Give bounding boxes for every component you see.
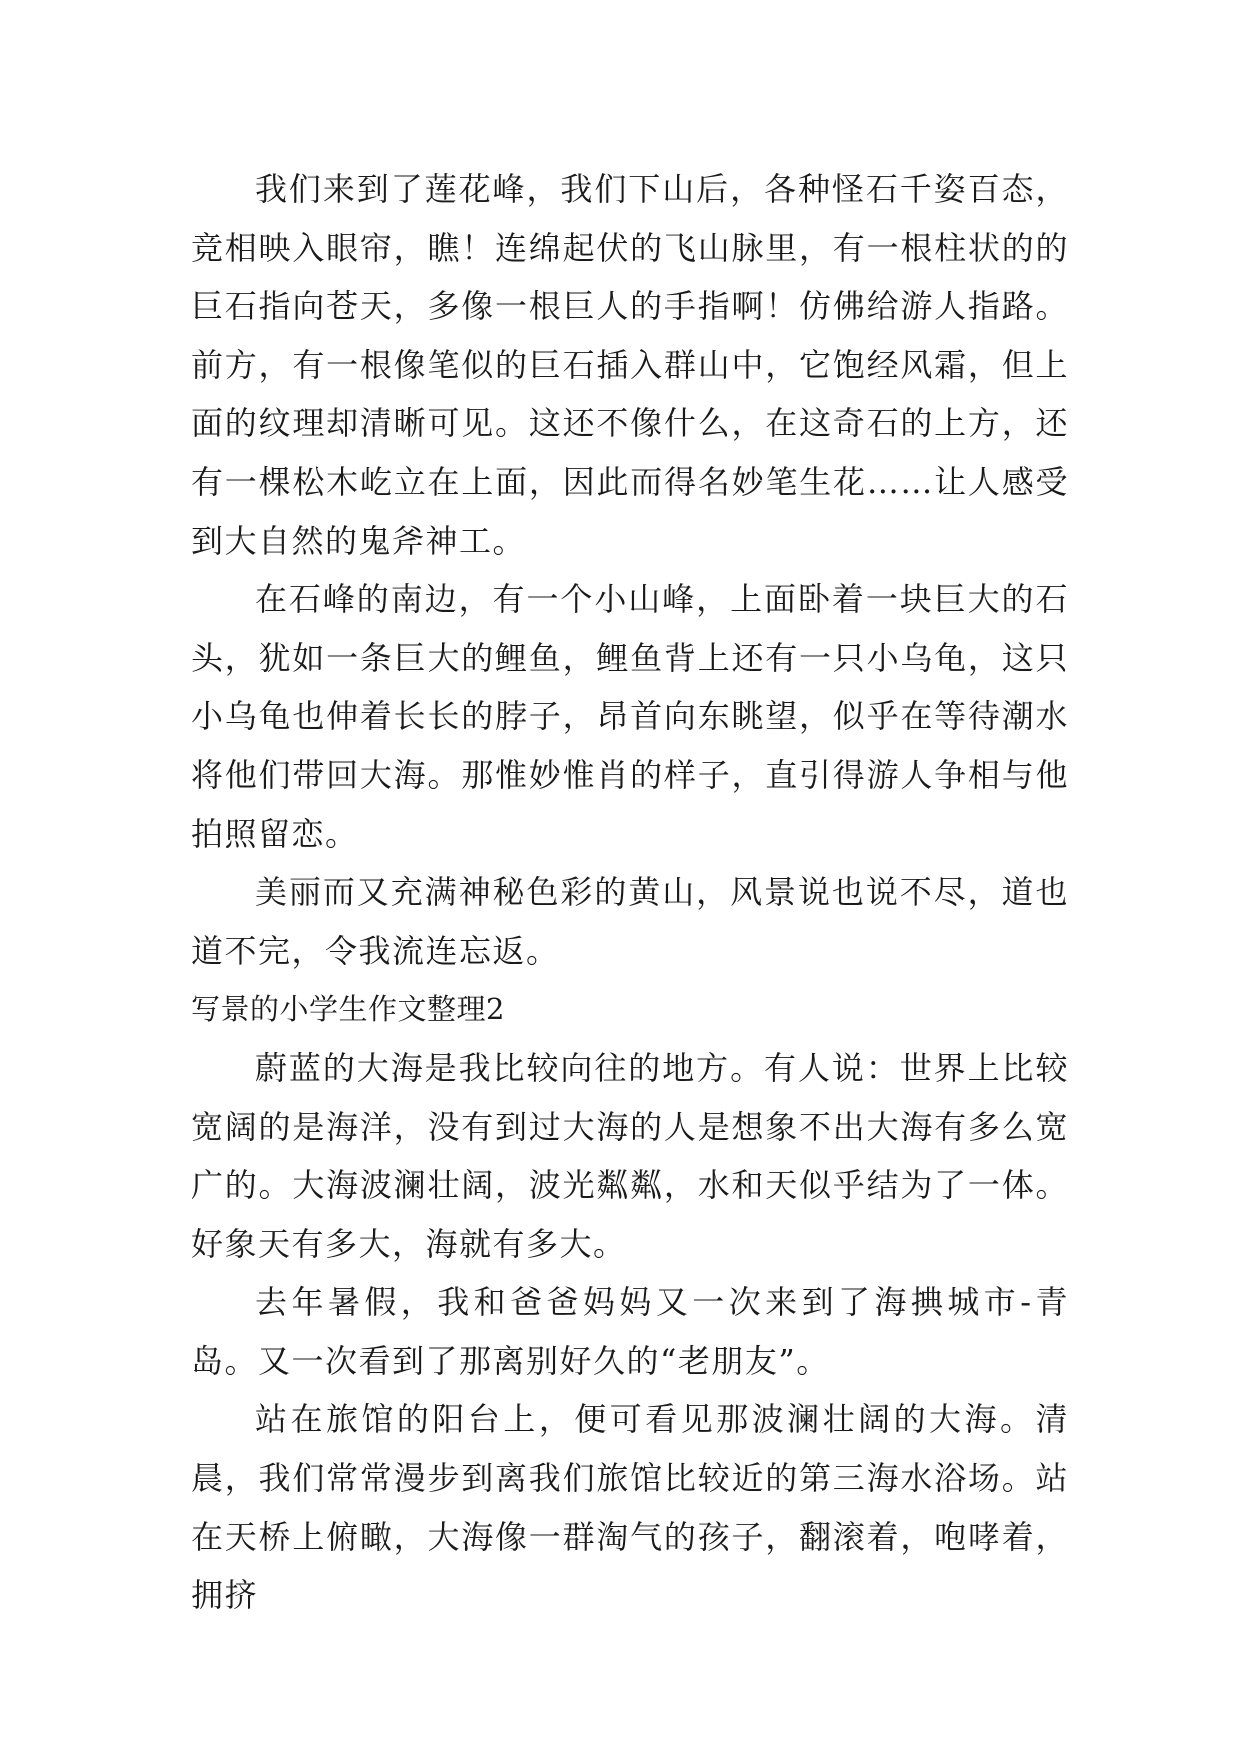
paragraph-summer-qingdao: 去年暑假，我和爸爸妈妈又一次来到了海捵城市-青岛。又一次看到了那离别好久的“老朋友”。 xyxy=(191,1283,1069,1380)
section-heading: 写景的小学生作文整理2 xyxy=(191,992,505,1027)
paragraph-stone-carp: 在石峰的南边，有一个小山峰，上面卧着一块巨大的石头，犹如一条巨大的鲤鱼，鲤鱼背上还有一只小乌龟，这只小乌龟也伸着长长的脖子，昂首向东眺望，似乎在等待潮水将他们带回大海。那惟妙惟肖的样子，直引得游人争相与他拍照留恋。 xyxy=(191,580,1069,853)
paragraph-hotel-balcony: 站在旅馆的阳台上，便可看见那波澜壮阔的大海。清晨，我们常常漫步到离我们旅馆比较近的第三海水浴场。站在天桥上俯瞰，大海像一群淘气的孩子，翻滚着，咆哮着，拥挤 xyxy=(191,1400,1069,1615)
paragraph-huangshan-conclusion: 美丽而又充满神秘色彩的黄山，风景说也说不尽，道也道不完，令我流连忘返。 xyxy=(191,873,1069,970)
document-page xyxy=(191,160,1069,1625)
paragraph-lotus-peak: 我们来到了莲花峰，我们下山后，各种怪石千姿百态，竞相映入眼帘，瞧！连绵起伏的飞山脉里，有一根柱状的的巨石指向苍天，多像一根巨人的手指啊！仿佛给游人指路。前方，有一根像笔似的巨石插入群山中，它饱经风霜，但上面的纹理却清晰可见。这还不像什么，在这奇石的上方，还有一棵松木屹立在上面，因此而得名妙笔生花……让人感受到大自然的鬼斧神工。 xyxy=(191,170,1069,560)
paragraph-blue-sea: 蔚蓝的大海是我比较向往的地方。有人说：世界上比较宽阔的是海洋，没有到过大海的人是想象不出大海有多么宽广的。大海波澜壮阔，波光粼粼，水和天似乎结为了一体。好象天有多大，海就有多大。 xyxy=(191,1048,1069,1263)
